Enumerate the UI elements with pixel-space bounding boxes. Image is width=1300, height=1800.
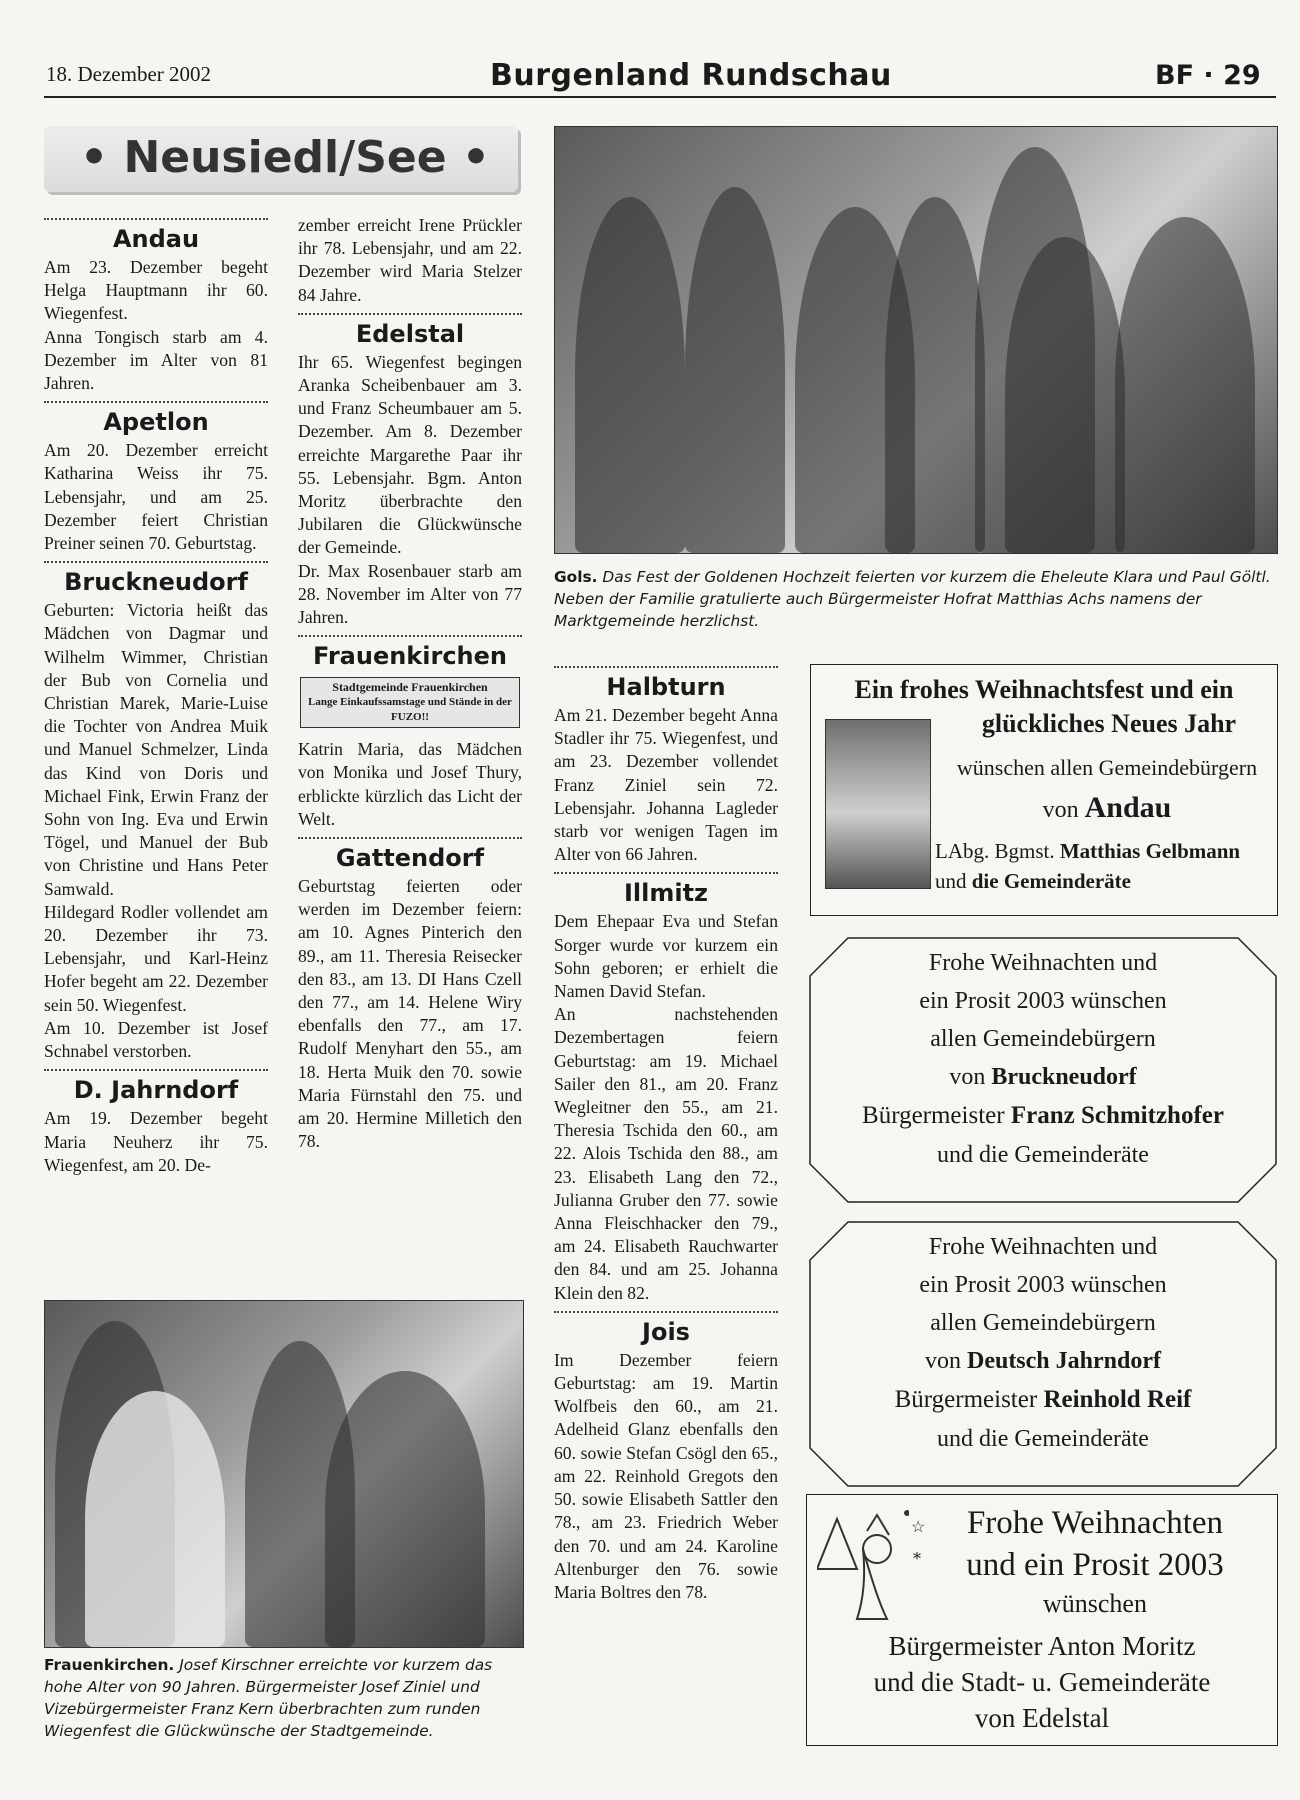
- caption-place: Frauenkirchen.: [44, 1656, 175, 1674]
- ad-line: [810, 1058, 1276, 1096]
- ad-town: Deutsch Jahrndorf: [966, 1348, 1161, 1374]
- town-heading-edelstal: Edelstal: [355, 319, 465, 348]
- ad-word: LAbg. Bgmst.: [935, 839, 1060, 863]
- article-text: Am 19. Dezember begeht Maria Neuherz ihr 75. Wiegenfest, am 20. De-: [44, 1108, 268, 1175]
- ad-mayor: Reinhold Reif: [1043, 1386, 1192, 1413]
- photo-caption-gols: [554, 566, 1276, 632]
- star-icon: *: [913, 1549, 921, 1568]
- star-icon: ☆: [911, 1517, 926, 1536]
- article-text: Dr. Max Rosenbauer starb am 28. November im Alter von 77 Jahren.: [298, 560, 522, 628]
- section-banner: [44, 126, 518, 192]
- ad-word: von: [1042, 797, 1085, 823]
- ad-mayor: Franz Schmitzhofer: [1010, 1102, 1224, 1129]
- divider: [44, 561, 268, 563]
- article-text: Dem Ehepaar Eva und Stefan Sorger wurde vor kurzem ein Sohn geboren; er erhielt die Namen David Stefan.: [554, 911, 778, 1002]
- greeting-ad-djahrndorf: [810, 1228, 1276, 1458]
- ad-word: Bürgermeister: [862, 1102, 1011, 1129]
- ad-line: von Edelstal: [974, 1703, 1110, 1733]
- ad-line: ein Prosit 2003 wünschen: [919, 988, 1167, 1014]
- ad-line: Frohe Weihnachten und: [928, 1234, 1158, 1260]
- caption-text: Josef Kirschner erreichte vor kurzem das hohe Alter von 90 Jahren. Bürgermeister Josef Ziniel und Vizebürgermeister Franz Kern überbrachten zum runden Wiegenfest die Glückwünsche der Stadtgemeinde.: [44, 1656, 493, 1740]
- divider: [44, 218, 268, 220]
- ad-line: wünschen allen Gemeindebürgern: [956, 755, 1258, 780]
- badge-text: Lange Einkaufssamstage und Stände in der FUZO!!: [308, 696, 512, 724]
- article-text: An nachstehenden Dezembertagen feiern Geburtstag: am 19. Michael Sailer den 81., am 20. Franz Wegleitner den 55., am 21. Theresia Tschida den 60., am 22. Alois Tschida den 88., am 23. Elisabeth Lang den 72., Julianna Gruber den 77. sowie Anna Fleischhacker den 79., am 24. Elisabeth Rauchwarter den 84. und am 25. Johanna Klein den 82.: [554, 1004, 778, 1303]
- ad-word: von: [949, 1064, 992, 1090]
- greeting-ad-bruckneudorf: [810, 944, 1276, 1174]
- divider: [44, 1069, 268, 1071]
- divider: [44, 401, 268, 403]
- town-heading-gattendorf: Gattendorf: [335, 844, 485, 873]
- column-2: [298, 214, 522, 1154]
- town-heading-halbturn: Halbturn: [606, 673, 726, 701]
- ad-line: [937, 791, 1277, 825]
- town-heading-illmitz: Illmitz: [623, 879, 709, 908]
- article-text: zember erreicht Irene Prückler ihr 78. Lebensjahr, und am 22. Dezember wird Maria Stelzer 84 Jahre.: [298, 215, 522, 305]
- issue-date: 18. Dezember 2002: [46, 62, 212, 86]
- ad-line: Frohe Weihnachten und: [928, 950, 1158, 976]
- header-rule: [44, 96, 1276, 98]
- page-number: BF · 29: [1155, 60, 1261, 91]
- town-heading-jois: Jois: [642, 1317, 690, 1346]
- ad-line: Ein frohes Weihnachtsfest und ein: [854, 675, 1234, 704]
- ad-badge-frauenkirchen: [300, 677, 520, 728]
- photo-frauenkirchen-birthday: [44, 1300, 524, 1648]
- article-text: Am 20. Dezember erreicht Katharina Weiss ihr 75. Lebensjahr, und am 25. Dezember feiert Christian Preiner seinen 70. Geburtstag.: [44, 440, 268, 554]
- ad-line: [935, 839, 1277, 864]
- article-text: Katrin Maria, das Mädchen von Monika und Josef Thury, erblickte kürzlich das Licht der Welt.: [298, 739, 522, 829]
- divider: [298, 837, 522, 839]
- photo-gols-wedding: [554, 126, 1278, 554]
- greeting-ad-edelstal: [806, 1494, 1278, 1746]
- badge-title: Stadtgemeinde Frauenkirchen: [332, 680, 488, 695]
- column-1: [44, 212, 268, 1177]
- divider: [554, 666, 778, 668]
- ad-line: ein Prosit 2003 wünschen: [919, 1272, 1167, 1298]
- ad-word: Bürgermeister: [894, 1386, 1044, 1413]
- mayor-portrait: [825, 719, 931, 889]
- article-text: Hildegard Rodler vollendet am 20. Dezember ihr 73. Lebensjahr, und Karl-Heinz Hofer begeht am 22. Dezember sein 50. Wiegenfest.: [44, 901, 268, 1015]
- ad-line: Frohe Weihnachten: [966, 1505, 1224, 1541]
- ad-line: wünschen: [1043, 1589, 1147, 1618]
- ad-town: Andau: [1084, 791, 1172, 824]
- ad-word: und: [935, 869, 972, 893]
- town-heading-bruckneudorf: Bruckneudorf: [64, 568, 248, 597]
- greeting-ad-andau: [810, 664, 1278, 916]
- section-title: • Neusiedl/See •: [80, 132, 491, 183]
- article-text: Anna Tongisch starb am 4. Dezember im Alter von 81 Jahren.: [44, 326, 268, 394]
- town-heading-frauenkirchen: Frauenkirchen: [312, 642, 508, 671]
- ad-line: allen Gemeindebürgern: [930, 1310, 1156, 1336]
- article-text: Am 23. Dezember begeht Helga Hauptmann ihr 60. Wiegenfest.: [44, 257, 268, 324]
- article-text: Geburtstag feierten oder werden im Dezember feiern: am 10. Agnes Pinterich den 89., am 11. Theresia Reisecker den 83., am 13. DI Hans Czell den 77., am 14. Helene Wiry ebenfalls den 77., am 17. Rudolf Menyhart den 55., am 18. Herta Muik den 70. sowie Maria Fürnstahl den 75. und am 20. Hermine Milletich den 78.: [298, 876, 522, 1152]
- ad-line: [810, 1380, 1276, 1420]
- ad-line: und die Gemeinderäte: [937, 1142, 1149, 1168]
- divider: [298, 635, 522, 637]
- photo-caption-frauenkirchen: [44, 1654, 522, 1742]
- article-text: Geburten: Victoria heißt das Mädchen von Dagmar und Wilhelm Wimmer, Christian der Bub von Cornelia und Christian Marek, Marie-Luise die Tochter von Andrea Muik und Manuel Schmelzer, Linda das Kind von Doris und Michael Fink, Erwin Franz der Sohn von Ing. Eva und Erwin Tögel, und Manuel der Bub von Christine und Hans Peter Samwald.: [44, 600, 268, 899]
- newspaper-title: Burgenland Rundschau: [490, 58, 892, 93]
- article-text: Im Dezember feiern Geburtstag: am 19. Martin Wolfbeis den 60., am 21. Adelheid Glanz ebenfalls den 60. sowie Stefan Csögl den 65., am 22. Reinhold Gregots den 50. sowie Elisabeth Sattler den 78., am 23. Friedrich Weber den 70. und am 24. Karoline Altenburger den 76. sowie Maria Boltres den 78.: [554, 1349, 778, 1602]
- divider: [554, 872, 778, 874]
- divider: [298, 313, 522, 315]
- ad-line: und die Stadt- u. Gemeinderäte: [873, 1667, 1211, 1697]
- ad-line: Bürgermeister Anton Moritz: [888, 1631, 1196, 1661]
- ad-line: [810, 1096, 1276, 1136]
- article-text: Am 21. Dezember begeht Anna Stadler ihr 75. Wiegenfest, und am 23. Dezember vollendet Franz Ziniel sein 72. Lebensjahr. Johanna Lagleder starb vor wenigen Tagen im Alter von 66 Jahren.: [554, 705, 778, 865]
- caption-text: Das Fest der Goldenen Hochzeit feierten vor kurzem die Eheleute Klara und Paul Göltl. Neben der Familie gratulierte auch Bürgermeister Hofrat Matthias Achs namens der Marktgemeinde herzlichst.: [554, 568, 1271, 630]
- caption-place: Gols.: [554, 568, 598, 586]
- santa-claus-illustration: [817, 1509, 909, 1629]
- town-heading-andau: Andau: [112, 225, 200, 253]
- ad-line: allen Gemeindebürgern: [930, 1026, 1156, 1052]
- ad-line: und ein Prosit 2003: [966, 1547, 1224, 1583]
- divider: [554, 1311, 778, 1313]
- town-heading-apetlon: Apetlon: [103, 408, 209, 437]
- ad-line: [935, 869, 1277, 894]
- article-text: Am 10. Dezember ist Josef Schnabel verstorben.: [44, 1017, 268, 1062]
- ad-word: von: [924, 1348, 967, 1374]
- ad-town: Bruckneudorf: [991, 1064, 1137, 1090]
- article-text: Ihr 65. Wiegenfest begingen Aranka Scheibenbauer am 3. und Franz Scheumbauer am 5. Dezember. Am 8. Dezember erreichte Margarethe Paar ihr 55. Lebensjahr. Bgm. Anton Moritz überbrachte den Jubilaren die Glückwünsche der Gemeinde.: [298, 351, 522, 558]
- town-heading-djahrndorf: D. Jahrndorf: [73, 1076, 239, 1105]
- ad-line: und die Gemeinderäte: [937, 1426, 1149, 1452]
- column-3: [554, 660, 778, 1604]
- ad-line: [810, 1342, 1276, 1380]
- ad-council: die Gemeinderäte: [971, 869, 1131, 893]
- ad-line: glückliches Neues Jahr: [981, 709, 1237, 738]
- ad-mayor: Matthias Gelbmann: [1059, 839, 1241, 863]
